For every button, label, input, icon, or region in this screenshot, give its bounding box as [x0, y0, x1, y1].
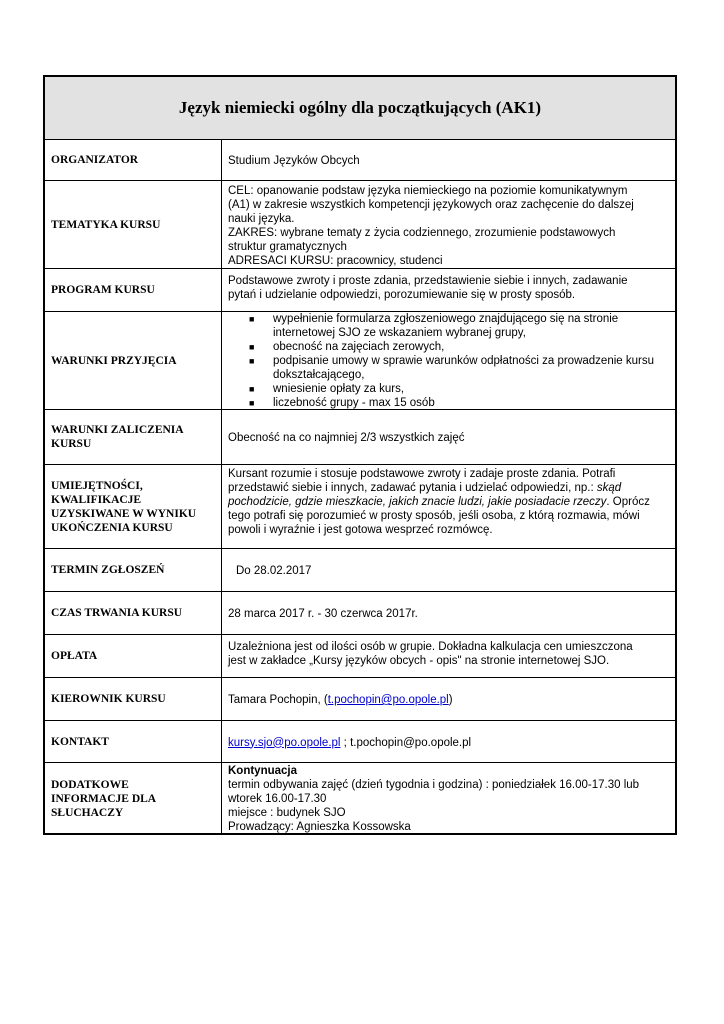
list-item-line: internetowej SJO ze wskazaniem wybranej grupy,: [273, 327, 526, 339]
skills-italic: pochodzicie, gdzie mieszkacie, jakich znacie ludzi, jakie posiadacie rzeczy: [228, 496, 607, 508]
list-item: [228, 340, 671, 354]
label-kontakt: KONTAKT: [45, 721, 222, 762]
label-dodatkowe: DODATKOWE INFORMACJE DLA SŁUCHACZY: [45, 763, 222, 835]
skills-italic: skąd: [596, 482, 622, 494]
bullet-icon: ■: [249, 342, 255, 352]
list-item-line: liczebność grupy - max 15 osób: [273, 397, 435, 409]
list-item: [228, 312, 671, 340]
oplata-line: jest w zakładce „Kursy języków obcych - opis" na stronie internetowej SJO.: [228, 655, 610, 667]
additional-line: Prowadzący: Agnieszka Kossowska: [228, 821, 411, 833]
skills-line: [228, 481, 671, 495]
tematyka-line: struktur gramatycznych: [228, 241, 347, 253]
additional-line: miejsce : budynek SJO: [228, 807, 346, 819]
value-organizator: Studium Języków Obcych: [228, 154, 360, 167]
skills-text: przedstawić siebie i innych, zadawać pytania i udzielać odpowiedzi, np.:: [228, 482, 597, 494]
row-kontakt: [45, 721, 675, 763]
value-warunki-przyjecia: [222, 312, 675, 409]
list-item: [228, 396, 671, 410]
list-item-line: wniesienie opłaty za kurs,: [273, 383, 405, 395]
tematyka-line: ZAKRES: wybrane tematy z życia codziennego, zrozumienie podstawowych: [228, 227, 616, 239]
contact-separator: ;: [340, 736, 351, 749]
skills-line: powoli i wyraźnie i jest gotowa wesprzeć rozmówcę.: [228, 524, 493, 536]
manager-name: Tamara Pochopin, (: [228, 694, 328, 706]
value-tematyka: [222, 181, 675, 268]
label-czas: CZAS TRWANIA KURSU: [45, 592, 222, 634]
row-dodatkowe: [45, 763, 675, 835]
value-oplata: [222, 635, 675, 677]
manager-email-link[interactable]: t.pochopin@po.opole.pl: [327, 694, 449, 706]
additional-heading: Kontynuacja: [228, 765, 298, 777]
value-program: [222, 269, 675, 311]
bullet-icon: ■: [249, 398, 255, 408]
skills-text: . Oprócz: [606, 496, 650, 508]
value-umiejetnosci: [222, 465, 675, 548]
program-line: Podstawowe zwroty i proste zdania, przedstawienie siebie i innych, zadawanie: [228, 275, 628, 287]
oplata-line: Uzależniona jest od ilości osób w grupie. Dokładna kalkulacja cen umieszczona: [228, 641, 633, 653]
label-kierownik: KIEROWNIK KURSU: [45, 678, 222, 720]
additional-line: termin odbywania zajęć (dzień tygodnia i godzina) : poniedziałek 16.00-17.30 lub: [228, 779, 640, 791]
row-organizator: [45, 139, 675, 181]
list-item: [228, 354, 671, 382]
contact-email-link[interactable]: kursy.sjo@po.opole.pl: [228, 736, 341, 749]
skills-line: [228, 495, 671, 509]
row-termin: [45, 549, 675, 592]
label-oplata: OPŁATA: [45, 635, 222, 677]
bullet-icon: ■: [249, 314, 255, 324]
course-title: Język niemiecki ogólny dla początkujących (AK1): [45, 77, 675, 140]
tematyka-line: (A1) w zakresie wszystkich kompetencji językowych oraz zachęcenie do dalszej: [228, 199, 634, 211]
row-umiejetnosci: [45, 465, 675, 549]
value-kierownik: [222, 678, 675, 720]
skills-line: Kursant rozumie i stosuje podstawowe zwroty i zadaje proste zdania. Potrafi: [228, 468, 616, 480]
program-line: pytań i udzielanie odpowiedzi, porozumiewanie się w prosty sposób.: [228, 289, 576, 301]
admission-conditions-list: [228, 312, 671, 410]
value-kontakt: [222, 721, 675, 762]
row-kierownik: [45, 678, 675, 721]
label-program: PROGRAM KURSU: [45, 269, 222, 311]
label-organizator: ORGANIZATOR: [45, 139, 222, 180]
tematyka-line: ADRESACI KURSU: pracownicy, studenci: [228, 255, 443, 267]
label-umiejetnosci: UMIEJĘTNOŚCI, KWALIFIKACJE UZYSKIWANE W WYNIKU UKOŃCZENIA KURSU: [45, 465, 222, 548]
list-item-line: podpisanie umowy w sprawie warunków odpłatności za prowadzenie kursu: [273, 355, 654, 367]
course-info-table: [43, 75, 677, 835]
row-warunki-przyjecia: [45, 312, 675, 410]
bullet-icon: ■: [249, 356, 255, 366]
skills-line: tego potrafi się porozumieć w prosty sposób, jeśli osoba, z którą rozmawia, mówi: [228, 510, 640, 522]
label-warunki-zaliczenia: WARUNKI ZALICZENIA KURSU: [45, 410, 222, 464]
value-czas: 28 marca 2017 r. - 30 czerwca 2017r.: [228, 608, 418, 620]
additional-line: wtorek 16.00-17.30: [228, 793, 327, 805]
list-item-line: dokształcającego,: [273, 369, 365, 381]
row-oplata: [45, 635, 675, 678]
contact-email-text: t.pochopin@po.opole.pl: [350, 736, 472, 749]
row-program: [45, 269, 675, 312]
row-warunki-zaliczenia: [45, 410, 675, 465]
manager-close: ): [448, 694, 453, 706]
list-item-line: wypełnienie formularza zgłoszeniowego znajdującego się na stronie: [273, 313, 619, 325]
label-tematyka: TEMATYKA KURSU: [45, 181, 222, 268]
row-tematyka: [45, 181, 675, 269]
tematyka-line: nauki języka.: [228, 213, 295, 225]
value-termin: Do 28.02.2017: [236, 565, 312, 577]
label-warunki-przyjecia: WARUNKI PRZYJĘCIA: [45, 312, 222, 409]
list-item-line: obecność na zajęciach zerowych,: [273, 341, 445, 353]
tematyka-line: CEL: opanowanie podstaw języka niemieckiego na poziomie komunikatywnym: [228, 185, 628, 197]
value-warunki-zaliczenia: Obecność na co najmniej 2/3 wszystkich zajęć: [228, 432, 465, 444]
value-dodatkowe: [222, 763, 675, 835]
list-item: [228, 382, 671, 396]
label-termin: TERMIN ZGŁOSZEŃ: [45, 549, 222, 591]
bullet-icon: ■: [249, 384, 255, 394]
row-czas: [45, 592, 675, 635]
